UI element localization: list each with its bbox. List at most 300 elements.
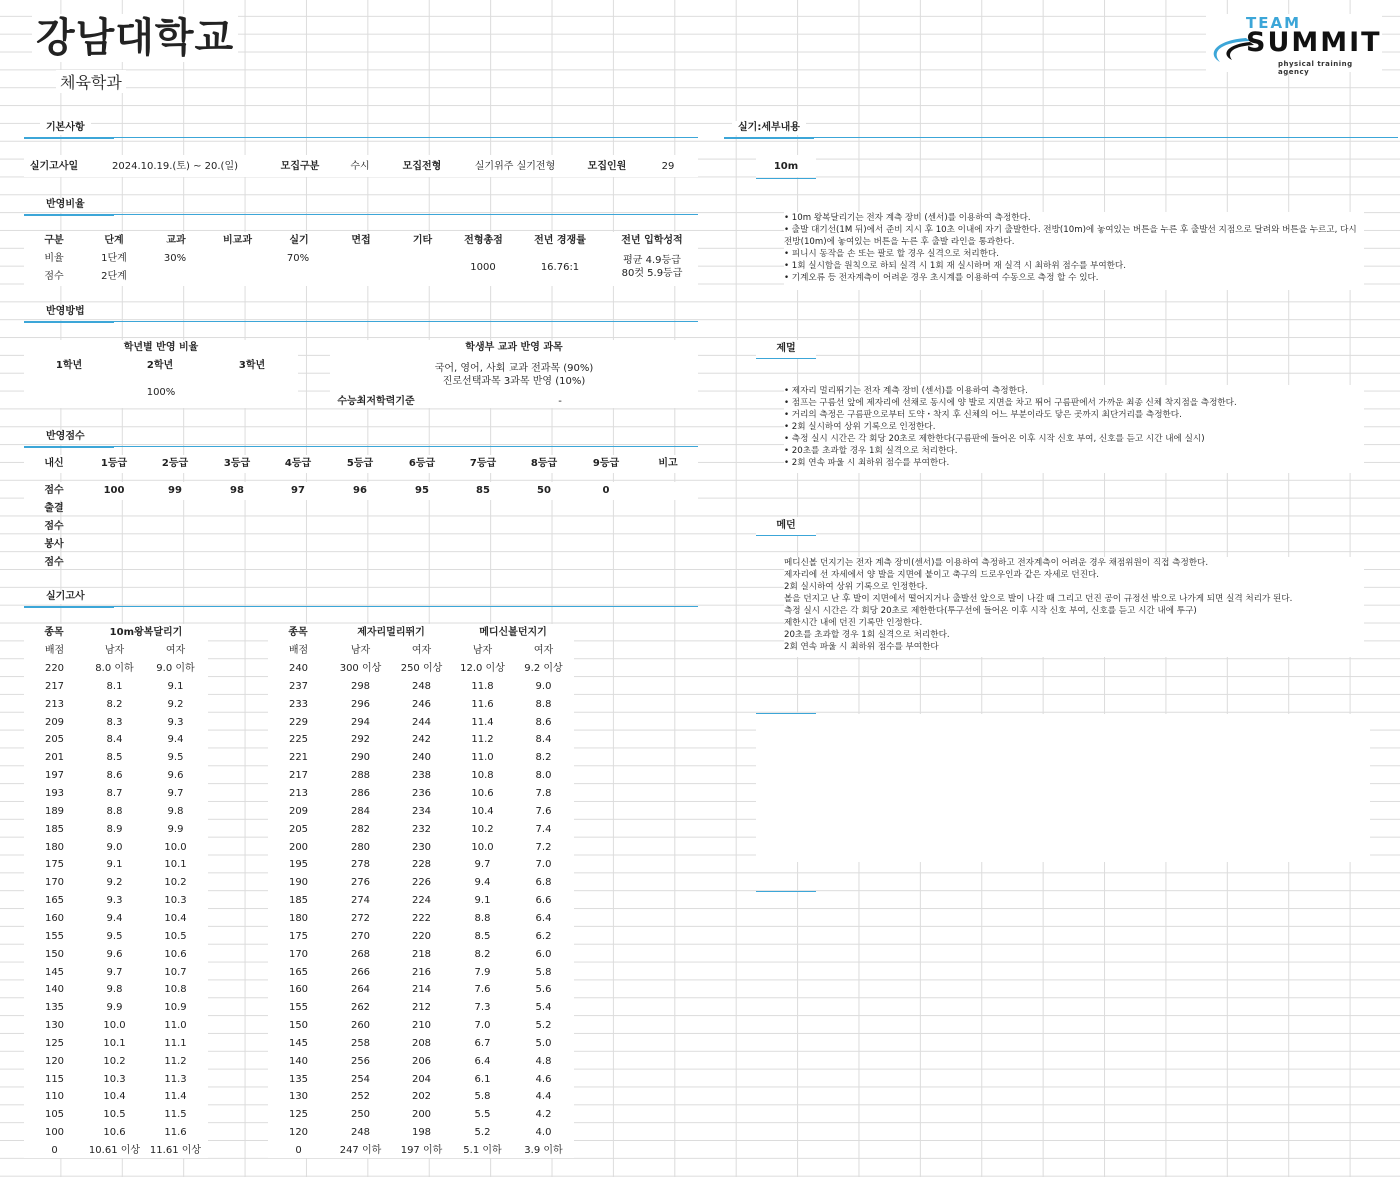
ratio-row1-c0: 비율 xyxy=(44,253,64,264)
event-note-line: • 10m 왕복달리기는 전자 계측 장비 (센서)를 이용하여 측정한다. xyxy=(784,213,1031,223)
event-rule xyxy=(756,891,816,892)
ratio-header-2: 교과 xyxy=(166,235,186,246)
practical-cell: 10.4 xyxy=(103,1091,126,1103)
event-note-line: • 2회 연속 파울 시 최하위 점수를 부여한다. xyxy=(784,458,950,468)
practical-cell: 294 xyxy=(350,716,371,728)
section-rule xyxy=(724,137,1398,138)
score-header-5: 5등급 xyxy=(346,458,374,469)
practical-cell: 11.61 이상 xyxy=(149,1145,202,1156)
practical-cell: 252 xyxy=(350,1091,371,1103)
department-label: 체육학과 xyxy=(56,70,126,93)
practical-cell: 266 xyxy=(350,966,371,978)
practical-cell: 10.8 xyxy=(471,770,494,782)
score-value-6: 95 xyxy=(415,485,429,496)
practical-cell: 6.1 xyxy=(474,1073,491,1085)
practical-cell: 9.4 xyxy=(167,734,184,746)
practical-cell: 5.5 xyxy=(474,1109,491,1121)
event-note-line: • 20초를 초과할 경우 1회 실격으로 처리한다. xyxy=(784,446,958,456)
practical-cell: 250 이상 xyxy=(400,663,443,674)
event-notes-10m xyxy=(784,212,1364,290)
quota-label: 모집인원 xyxy=(587,161,627,172)
quota-value: 29 xyxy=(661,161,675,172)
score-header-3: 3등급 xyxy=(223,458,251,469)
left-sub-1: 남자 xyxy=(104,645,125,656)
practical-cell: 221 xyxy=(288,752,309,764)
practical-cell: 7.6 xyxy=(474,984,491,996)
practical-cell: 254 xyxy=(350,1073,371,1085)
practical-cell: 10.8 xyxy=(164,984,187,996)
section-detail: 실기:세부내용 xyxy=(732,121,806,135)
practical-cell: 288 xyxy=(350,770,371,782)
practical-cell: 6.4 xyxy=(474,1055,491,1067)
practical-cell: 195 xyxy=(288,859,309,871)
practical-cell: 226 xyxy=(411,877,432,889)
event-rule xyxy=(756,535,816,536)
practical-cell: 10.61 이상 xyxy=(88,1145,141,1156)
practical-cell: 7.9 xyxy=(474,966,491,978)
ratio-header-1: 단계 xyxy=(104,235,124,246)
score-header-0: 내신 xyxy=(44,458,64,469)
practical-cell: 10.6 xyxy=(164,948,187,960)
practical-cell: 8.2 xyxy=(474,948,491,960)
right-event-name-2: 메디신볼던지기 xyxy=(479,627,547,638)
practical-cell: 224 xyxy=(411,895,432,906)
practical-cell: 9.1 xyxy=(106,859,123,871)
practical-cell: 8.4 xyxy=(535,734,552,746)
practical-cell: 234 xyxy=(411,805,432,817)
practical-cell: 170 xyxy=(44,877,65,889)
practical-cell: 8.7 xyxy=(106,788,123,799)
section-ratio: 반영비율 xyxy=(40,198,91,212)
practical-cell: 8.9 xyxy=(106,823,123,835)
right-sub-2: 여자 xyxy=(411,645,432,656)
practical-cell: 9.9 xyxy=(167,823,184,835)
subject-line2: 진로선택과목 3과목 반영 (10%) xyxy=(442,376,586,387)
practical-cell: 130 xyxy=(44,1020,65,1031)
practical-cell: 10.4 xyxy=(164,912,187,924)
practical-cell: 145 xyxy=(288,1037,309,1049)
ratio-header-5: 면접 xyxy=(351,235,371,246)
practical-cell: 175 xyxy=(288,930,309,942)
practical-cell: 170 xyxy=(288,948,309,960)
right-sub-0: 배점 xyxy=(288,645,309,656)
right-event-name-1: 제자리멀리뛰기 xyxy=(357,627,425,638)
csat-label: 수능최저학력기준 xyxy=(337,396,415,407)
practical-cell: 10.2 xyxy=(164,877,187,889)
practical-cell: 9.1 xyxy=(167,680,184,692)
practical-cell: 286 xyxy=(350,788,371,799)
score-header-1: 1등급 xyxy=(100,458,128,469)
practical-cell: 260 xyxy=(350,1020,371,1031)
practical-cell: 204 xyxy=(411,1073,432,1085)
practical-cell: 8.6 xyxy=(535,716,552,728)
practical-cell: 296 xyxy=(350,698,371,710)
practical-cell: 9.3 xyxy=(106,895,123,906)
practical-cell: 120 xyxy=(44,1055,65,1067)
practical-cell: 5.8 xyxy=(474,1091,491,1103)
subject-title: 학생부 교과 반영 과목 xyxy=(465,342,563,353)
practical-cell: 115 xyxy=(44,1073,65,1085)
practical-cell: 11.0 xyxy=(164,1020,187,1031)
practical-cell: 222 xyxy=(411,912,432,924)
score-header-4: 4등급 xyxy=(284,458,312,469)
practical-cell: 236 xyxy=(411,788,432,799)
practical-cell: 10.2 xyxy=(471,823,494,835)
practical-cell: 8.0 xyxy=(535,770,552,782)
practical-cell: 213 xyxy=(288,788,309,799)
practical-cell: 298 xyxy=(350,680,371,692)
event-note-line: • 피니시 동작을 손 또는 팔로 할 경우 실격으로 처리한다. xyxy=(784,249,1000,259)
practical-cell: 10.0 xyxy=(164,841,187,853)
event-note-line: 메디신볼 던지기는 전자 계측 장비(센서)를 이용하여 측정하고 전자계측이 어려운 경우 채점위원이 직접 측정한다. xyxy=(784,558,1209,568)
practical-cell: 213 xyxy=(44,698,65,710)
practical-cell: 276 xyxy=(350,877,371,889)
process-value: 실기위주 실기전형 xyxy=(474,161,556,172)
practical-cell: 10.3 xyxy=(103,1073,126,1085)
practical-cell: 290 xyxy=(350,752,371,764)
practical-cell: 11.0 xyxy=(471,752,494,764)
practical-cell: 8.2 xyxy=(106,698,123,710)
practical-cell: 216 xyxy=(411,966,432,978)
practical-cell: 229 xyxy=(288,716,309,728)
event-note-line: 볼을 던지고 난 후 발이 지면에서 떨어지거나 출발선 앞으로 발이 나갈 때 그리고 던진 공이 규정선 밖으로 나가게 되면 실격 처리가 된다. xyxy=(784,594,1293,604)
practical-cell: 185 xyxy=(44,823,65,835)
practical-cell: 155 xyxy=(44,930,65,942)
recruit-type-label: 모집구분 xyxy=(280,161,320,172)
practical-cell: 7.4 xyxy=(535,823,552,835)
practical-cell: 282 xyxy=(350,823,371,835)
ratio-row1-c2: 30% xyxy=(163,253,187,264)
practical-cell: 145 xyxy=(44,966,65,978)
practical-cell: 4.0 xyxy=(535,1127,552,1139)
score-header-2: 2등급 xyxy=(161,458,189,469)
practical-cell: 8.8 xyxy=(106,805,123,817)
section-score: 반영점수 xyxy=(40,430,91,444)
score-extra-0: 출결 xyxy=(44,503,64,514)
practical-cell: 9.8 xyxy=(106,984,123,996)
section-practical: 실기고사 xyxy=(40,590,91,604)
practical-cell: 10.1 xyxy=(103,1037,126,1049)
practical-cell: 11.2 xyxy=(164,1055,187,1067)
practical-cell: 200 xyxy=(288,841,309,853)
practical-cell: 189 xyxy=(44,805,65,817)
practical-cell: 4.6 xyxy=(535,1073,552,1085)
practical-cell: 11.3 xyxy=(164,1073,187,1085)
practical-cell: 10.0 xyxy=(103,1020,126,1031)
section-rule-accent xyxy=(724,137,814,139)
ratio-header-9: 전년 입학성적 xyxy=(621,235,683,246)
practical-cell: 10.0 xyxy=(471,841,494,853)
practical-cell: 125 xyxy=(44,1037,65,1049)
event-note-line: • 거리의 측정은 구름판으로부터 도약・착지 후 신체의 어느 부분이라도 닿은 곳까지 최단거리를 측정한다. xyxy=(784,410,1182,420)
practical-cell: 230 xyxy=(411,841,432,853)
practical-cell: 240 xyxy=(411,752,432,764)
practical-cell: 258 xyxy=(350,1037,371,1049)
left-sub-0: 배점 xyxy=(44,645,65,656)
event-name-medball: 메던 xyxy=(776,520,796,531)
team-summit-logo xyxy=(1206,14,1382,76)
section-rule-accent xyxy=(24,606,114,608)
ratio-row2-c0: 점수 xyxy=(44,271,64,282)
practical-cell: 8.3 xyxy=(106,716,123,728)
practical-cell: 300 이상 xyxy=(339,663,382,674)
practical-cell: 8.0 이하 xyxy=(95,663,134,674)
section-rule xyxy=(24,321,698,322)
practical-cell: 9.1 xyxy=(474,895,491,906)
practical-cell: 180 xyxy=(288,912,309,924)
practical-cell: 8.5 xyxy=(474,930,491,942)
practical-cell: 210 xyxy=(411,1020,432,1031)
practical-cell: 165 xyxy=(288,966,309,978)
practical-cell: 7.8 xyxy=(535,788,552,799)
practical-cell: 5.6 xyxy=(535,984,552,996)
right-sub-4: 여자 xyxy=(533,645,554,656)
score-value-9: 0 xyxy=(602,485,610,496)
event-note-line: • 기계오류 등 전자계측이 어려운 경우 초시계를 이용하여 수동으로 측정 할 수 있다. xyxy=(784,273,1099,283)
process-label: 모집전형 xyxy=(402,161,442,172)
score-value-7: 85 xyxy=(476,485,490,496)
practical-cell: 9.2 xyxy=(106,877,123,889)
right-sub-3: 남자 xyxy=(472,645,493,656)
score-value-5: 96 xyxy=(353,485,367,496)
ratio-row1-c1: 1단계 xyxy=(101,253,127,264)
practical-cell: 10.6 xyxy=(471,788,494,799)
practical-cell: 9.7 xyxy=(106,966,123,978)
section-rule xyxy=(24,214,698,215)
practical-cell: 9.2 xyxy=(167,698,184,710)
ratio-header-3: 비교과 xyxy=(223,235,252,246)
score-header-10: 비고 xyxy=(658,458,678,469)
practical-cell: 110 xyxy=(44,1091,65,1103)
ratio-header-7: 전형총점 xyxy=(464,235,503,246)
event-note-line: • 측정 실시 시간은 각 회당 20초로 제한한다(구름판에 들어온 이후 시작 신호 부여, 신호를 듣고 시간 내에 실시) xyxy=(784,434,1205,444)
logo-main-text: SUMMIT xyxy=(1246,27,1382,58)
practical-cell: 8.6 xyxy=(106,770,123,782)
practical-cell: 135 xyxy=(44,1002,65,1014)
section-basic: 기본사항 xyxy=(40,121,91,135)
section-method: 반영방법 xyxy=(40,305,91,319)
score-header-7: 7등급 xyxy=(469,458,497,469)
practical-cell: 11.5 xyxy=(164,1109,187,1121)
practical-cell: 256 xyxy=(350,1055,371,1067)
exam-date-value: 2024.10.19.(토) ~ 20.(일) xyxy=(112,161,238,172)
practical-cell: 5.2 xyxy=(535,1020,552,1031)
practical-cell: 209 xyxy=(44,716,65,728)
practical-cell: 155 xyxy=(288,1002,309,1014)
practical-cell: 278 xyxy=(350,859,371,871)
practical-cell: 5.0 xyxy=(535,1037,552,1049)
grade-1: 1학년 xyxy=(55,360,83,371)
ratio-header-8: 전년 경쟁률 xyxy=(534,235,586,246)
ratio-competition: 16.76:1 xyxy=(540,262,580,273)
practical-cell: 232 xyxy=(411,823,432,835)
practical-cell: 10.6 xyxy=(103,1127,126,1139)
event-name-jump: 제멀 xyxy=(776,343,796,354)
practical-cell: 218 xyxy=(411,948,432,960)
practical-cell: 9.8 xyxy=(167,805,184,817)
page-title: 강남대학교 xyxy=(32,14,238,62)
event-note-line: 제자리에 선 자세에서 양 발을 지면에 붙이고 축구의 드로우인과 같은 자세로 던진다. xyxy=(784,570,1100,580)
score-value-0: 점수 xyxy=(44,485,64,496)
ratio-row1-c4: 70% xyxy=(286,253,310,264)
practical-cell: 202 xyxy=(411,1091,432,1103)
practical-cell: 225 xyxy=(288,734,309,746)
practical-cell: 11.6 xyxy=(471,698,494,710)
csat-value: - xyxy=(558,396,562,407)
practical-cell: 217 xyxy=(44,680,65,692)
practical-cell: 125 xyxy=(288,1109,309,1121)
practical-cell: 233 xyxy=(288,698,309,710)
practical-cell: 9.2 이상 xyxy=(524,663,563,674)
ratio-total: 1000 xyxy=(470,262,496,273)
practical-cell: 160 xyxy=(288,984,309,996)
score-value-2: 99 xyxy=(168,485,182,496)
section-rule-accent xyxy=(24,321,114,323)
practical-cell: 6.4 xyxy=(535,912,552,924)
practical-cell: 10.7 xyxy=(164,966,187,978)
practical-cell: 0 xyxy=(51,1145,58,1156)
practical-cell: 9.4 xyxy=(474,877,491,889)
practical-cell: 9.7 xyxy=(474,859,491,871)
practical-cell: 150 xyxy=(44,948,65,960)
practical-cell: 9.0 xyxy=(106,841,123,853)
practical-cell: 292 xyxy=(350,734,371,746)
grade-3: 3학년 xyxy=(238,360,266,371)
practical-cell: 272 xyxy=(350,912,371,924)
section-rule xyxy=(24,137,698,138)
practical-cell: 9.7 xyxy=(167,788,184,799)
practical-cell: 5.1 이하 xyxy=(463,1145,502,1156)
practical-cell: 6.8 xyxy=(535,877,552,889)
practical-cell: 11.8 xyxy=(471,680,494,692)
score-extra-3: 점수 xyxy=(44,557,64,568)
score-value-4: 97 xyxy=(291,485,305,496)
practical-cell: 9.6 xyxy=(106,948,123,960)
score-value-1: 100 xyxy=(103,485,125,496)
event-name-10m: 10m xyxy=(773,161,799,172)
practical-cell: 4.2 xyxy=(535,1109,552,1121)
practical-cell: 5.4 xyxy=(535,1002,552,1014)
event-rule xyxy=(756,358,816,359)
practical-cell: 9.3 xyxy=(167,716,184,728)
score-value-8: 50 xyxy=(537,485,551,496)
practical-cell: 9.9 xyxy=(106,1002,123,1014)
practical-cell: 200 xyxy=(411,1109,432,1121)
left-event-label: 종목 xyxy=(44,627,64,638)
score-header-8: 8등급 xyxy=(530,458,558,469)
practical-cell: 7.6 xyxy=(535,805,552,817)
practical-cell: 11.4 xyxy=(471,716,494,728)
section-rule xyxy=(24,446,698,447)
practical-cell: 250 xyxy=(350,1109,371,1121)
practical-cell: 135 xyxy=(288,1073,309,1085)
event-notes-medball xyxy=(784,557,1364,657)
practical-cell: 205 xyxy=(288,823,309,835)
section-rule-accent xyxy=(24,214,114,216)
score-extra-1: 점수 xyxy=(44,521,64,532)
practical-cell: 8.5 xyxy=(106,752,123,764)
practical-cell: 9.5 xyxy=(106,930,123,942)
practical-cell: 4.8 xyxy=(535,1055,552,1067)
event-note-line: 제한시간 내에 던진 기록만 인정한다. xyxy=(784,618,923,628)
grade-ratio-value: 100% xyxy=(146,387,176,398)
score-value-3: 98 xyxy=(230,485,244,496)
practical-cell: 5.2 xyxy=(474,1127,491,1139)
practical-cell: 8.8 xyxy=(474,912,491,924)
practical-cell: 248 xyxy=(411,680,432,692)
practical-cell: 262 xyxy=(350,1002,371,1014)
practical-cell: 198 xyxy=(411,1127,432,1139)
score-header-6: 6등급 xyxy=(408,458,436,469)
practical-cell: 280 xyxy=(350,841,371,853)
practical-cell: 175 xyxy=(44,859,65,871)
practical-cell: 197 이하 xyxy=(400,1145,443,1156)
recruit-type-value: 수시 xyxy=(350,161,370,172)
logo-top-text: TEAM xyxy=(1246,14,1302,32)
practical-cell: 4.4 xyxy=(535,1091,552,1103)
practical-cell: 11.4 xyxy=(164,1091,187,1103)
practical-cell: 7.3 xyxy=(474,1002,491,1014)
ratio-row2-c1: 2단계 xyxy=(101,271,127,282)
practical-cell: 9.4 xyxy=(106,912,123,924)
practical-cell: 10.5 xyxy=(164,930,187,942)
practical-cell: 205 xyxy=(44,734,65,746)
practical-cell: 248 xyxy=(350,1127,371,1139)
practical-cell: 8.2 xyxy=(535,752,552,764)
practical-cell: 284 xyxy=(350,805,371,817)
practical-cell: 160 xyxy=(44,912,65,924)
ratio-header-0: 구분 xyxy=(44,235,64,246)
practical-cell: 6.0 xyxy=(535,948,552,960)
event-note-line: • 점프는 구름선 앞에 제자리에 선채로 동시에 양 발로 지면을 차고 뛰어 구름판에서 가까운 최종 신체 착지점을 측정한다. xyxy=(784,398,1237,408)
practical-cell: 7.0 xyxy=(535,859,552,871)
practical-cell: 190 xyxy=(288,877,309,889)
ratio-admission2: 80컷 5.9등급 xyxy=(621,268,683,279)
practical-cell: 10.3 xyxy=(164,895,187,906)
practical-cell: 242 xyxy=(411,734,432,746)
left-sub-2: 여자 xyxy=(165,645,186,656)
event-note-line: 20초를 초과할 경우 1회 실격으로 처리한다. xyxy=(784,630,950,640)
practical-cell: 9.5 xyxy=(167,752,184,764)
practical-cell: 209 xyxy=(288,805,309,817)
practical-cell: 6.2 xyxy=(535,930,552,942)
practical-cell: 3.9 이하 xyxy=(524,1145,563,1156)
event-note-line: • 제자리 멀리뛰기는 전자 계측 장비 (센서)를 이용하여 측정한다. xyxy=(784,386,1028,396)
ratio-admission: 평균 4.9등급 xyxy=(623,255,681,266)
ratio-header-6: 기타 xyxy=(412,235,433,246)
practical-cell: 11.6 xyxy=(164,1127,187,1139)
practical-cell: 7.2 xyxy=(535,841,552,853)
practical-cell: 220 xyxy=(411,930,432,942)
practical-cell: 9.0 이하 xyxy=(156,663,195,674)
practical-cell: 10.4 xyxy=(471,805,494,817)
event-note-line: • 1회 실시함을 원칙으로 하되 실격 시 1회 재 실시하며 재 실격 시 최하위 점수를 부여한다. xyxy=(784,261,1126,271)
event-rule xyxy=(756,178,816,179)
practical-cell: 10.9 xyxy=(164,1002,187,1014)
right-event-label: 종목 xyxy=(288,627,308,638)
practical-cell: 165 xyxy=(44,895,65,906)
practical-cell: 264 xyxy=(350,984,371,996)
practical-cell: 140 xyxy=(44,984,65,996)
practical-cell: 11.2 xyxy=(471,734,494,746)
practical-cell: 246 xyxy=(411,698,432,710)
practical-cell: 270 xyxy=(350,930,371,942)
practical-cell: 9.0 xyxy=(535,680,552,692)
practical-cell: 237 xyxy=(288,680,309,692)
score-header-9: 9등급 xyxy=(592,458,620,469)
practical-cell: 247 이하 xyxy=(339,1145,382,1156)
practical-cell: 238 xyxy=(411,770,432,782)
